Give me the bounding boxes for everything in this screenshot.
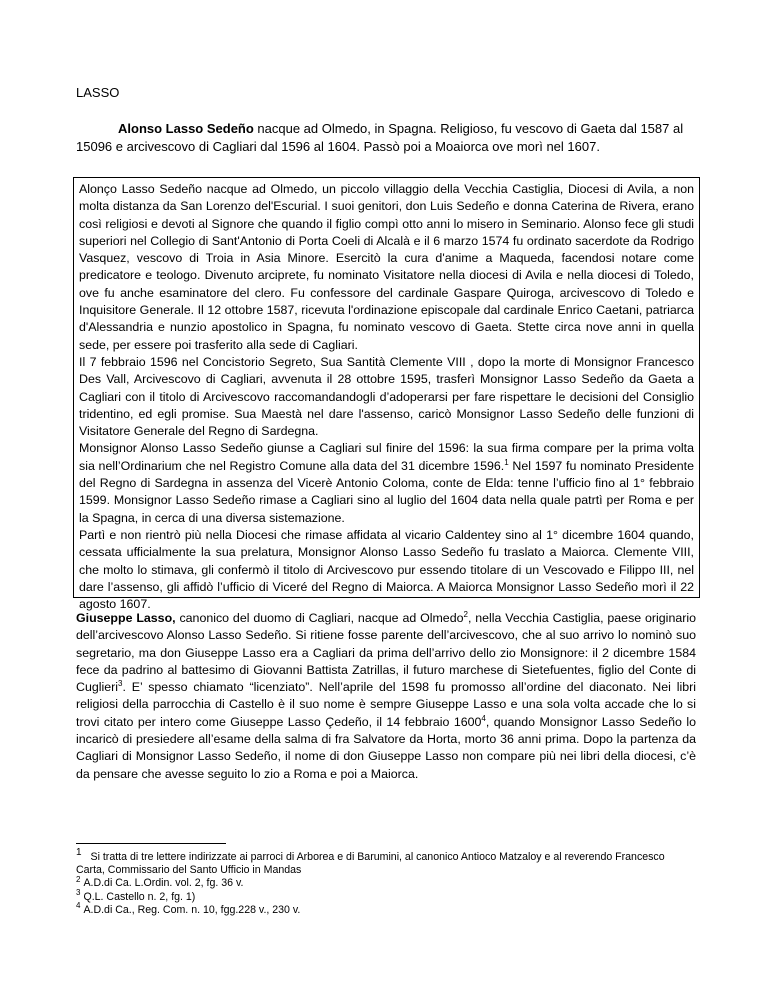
footnote-1-text: Si tratta di tre lettere indirizzate ai parroci di Arborea e di Barumini, al canonico Antioco Matzaloy e al reverendo Francesco Carta, Commissario del Santo Ufficio in Mandas <box>76 851 665 877</box>
footnote-separator <box>76 843 226 844</box>
footnote-2-number: 2 <box>76 874 81 884</box>
page-heading: LASSO <box>76 85 120 100</box>
box-paragraph-1: Alonço Lasso Sedeño nacque ad Olmedo, un piccolo villaggio della Vecchia Castiglia, Diocesi di Avila, a non molta distanza da San Lorenzo del'Escurial. I suoi genitori, don Luis Sedeño e donna Caterina de Rivera, erano così religiosi e devoti al Signore che quando il figlio compì otto anni lo misero in Seminario. Alonso fece gli studi superiori nel Collegio di Sant'Antonio di Porta Coeli di Alcalà e il 6 marzo 1574 fu ordinato sacerdote da Rodrigo Vasquez, vescovo di Troia in Asia Minore. Esercitò la cura d'anime a Maqueda, facendosi notare come predicatore e teologo. Divenuto arciprete, fu nominato Visitatore nella diocesi di Avila e nella diocesi di Toledo, ove fu anche esaminatore del clero. Fu confessore del cardinale Gaspare Quiroga, arcivescovo di Toledo e Inquisitore Generale. Il 12 ottobre 1587, ricevuta l'ordinazione episcopale dal cardinale Enrico Caetani, patriarca d'Alessandria e nunzio apostolico in Spagna, fu nominato vescovo di Gaeta. Stette circa nove anni in quella sede, per essere poi trasferito alla sede di Cagliari. <box>79 182 694 352</box>
footnote-ref-4: 4 <box>481 713 486 723</box>
box-paragraph-4: Partì e non rientrò più nella Diocesi che rimase affidata al vicario Caldentey sino al 1° dicembre 1604 quando, cessata ufficialmente la sua prelatura, Monsignor Alonso Lasso Sedeño fu traslato a Maiorca. Clemente VIII, che molto lo stimava, gli confermò il titolo di Arcivescovo pur essendo titolare di un Vescovado e Filippo III, nel dare l’assenso, gli affidò l’ufficio di Viceré del Regno di Maiorca. A Maiorca Monsignor Lasso Sedeño morì il 22 agosto 1607. <box>79 527 694 612</box>
footnote-4-number: 4 <box>76 901 81 911</box>
footnote-3-text: Q.L. Castello n. 2, fg. 1) <box>83 890 196 903</box>
box-paragraph-2: Il 7 febbraio 1596 nel Concistorio Segreto, Sua Santità Clemente VIII , dopo la morte di Monsignor Francesco Des Vall, Arcivescovo di Cagliari, avvenuta il 28 ottobre 1595, trasferì Monsignor Lasso Sedeño da Gaeta a Cagliari con il titolo di Arcivescovo raccomandandogli d’adoperarsi per fare rispettare le decisioni del Consiglio tridentino, ed egli promise. Sua Maestà nel dare l'assenso, caricò Monsignor Lasso Sedeño delle funzioni di Visitatore Generale del Regno di Sardegna. <box>79 354 694 439</box>
footnote-ref-1: 1 <box>504 457 509 467</box>
footnote-2-text: A.D.di Ca. L.Ordin. vol. 2, fg. 36 v. <box>83 877 244 890</box>
intro-paragraph <box>76 120 696 155</box>
intro-text: nacque ad Olmedo, in Spagna. Religioso, fu vescovo di Gaeta dal 1587 al 15096 e arcivescovo di Cagliari dal 1596 al 1604. Passò poi a Moaiorca ove morì nel 1607. <box>76 121 684 154</box>
footnote-2 <box>76 874 696 890</box>
footnote-ref-3: 3 <box>118 679 123 689</box>
giuseppe-name: Giuseppe Lasso, <box>76 611 176 625</box>
intro-name: Alonso Lasso Sedeño <box>118 121 254 136</box>
giuseppe-text-3: . E’ spesso chiamato “licenziato”. Nell’aprile del 1598 fu promosso all’ordine del diaconato. Nei libri religiosi della parrocchia di Castello è il suo nome è sempre Giuseppe Lasso e una sola volta accade che lo si trovi citato per intero come Giuseppe Lasso Çedeño, il 14 febbraio 1600 <box>76 680 696 729</box>
footnotes <box>76 847 696 917</box>
biography-box <box>73 177 700 612</box>
giuseppe-paragraph <box>76 610 696 783</box>
giuseppe-text-4: , quando Monsignor Lasso Sedeño lo incaricò di presiedere all’esame della salma di fra Salvatore da Horta, morto 36 anni prima. Dopo la partenza da Cagliari di Monsignor Lasso Sedeño, il nome di don Giuseppe Lasso non compare più nei libri della diocesi, c’è da pensare che avesse seguito lo zio a Roma e poi a Maiorca. <box>76 714 696 781</box>
footnote-ref-2: 2 <box>463 609 468 619</box>
footnote-3-number: 3 <box>76 888 81 898</box>
footnote-4-text: A.D.di Ca., Reg. Com. n. 10, fgg.228 v., 230 v. <box>83 903 301 916</box>
giuseppe-text-1: canonico del duomo di Cagliari, nacque ad Olmedo <box>175 611 464 625</box>
footnote-3 <box>76 888 696 904</box>
footnote-1-number: 1 <box>76 847 82 859</box>
footnote-1 <box>76 847 696 877</box>
box-paragraph-3 <box>79 440 694 526</box>
box-paragraph-3-text-cont: Nel 1597 fu nominato Presidente del Regno di Sardegna in assenza del Vicerè Antonio Coloma, conte de Elda: tenne l’ufficio fino al 1° febbraio 1599. Monsignor Lasso Sedeño rimase a Cagliari sino al luglio del 1604 data nella quale patrtì per Roma e per la Spagna, in cerca di una diversa sistemazione. <box>79 458 694 525</box>
footnote-4 <box>76 901 696 917</box>
box-paragraph-3-text: Monsignor Alonso Lasso Sedeño giunse a Cagliari sul finire del 1596: la sua firma compare per la prima volta sia nell’Ordinarium che nel Registro Comune alla data del 31 dicembre 1596. <box>79 441 694 473</box>
giuseppe-text-2: , nella Vecchia Castiglia, paese originario dell’arcivescovo Alonso Lasso Sedeño. Si ritiene fosse parente dell’arcivescovo, che al suo arrivo lo nominò suo segretario, ma don Giuseppe Lasso era a Cagliari da prima dell’arrivo dello zio Monsignore: il 2 dicembre 1584 fece da padrino al battesimo di Giovanni Battista Zatrillas, il futuro marchese di Sietefuentes, figlio del Conte di Cuglieri <box>76 611 696 695</box>
